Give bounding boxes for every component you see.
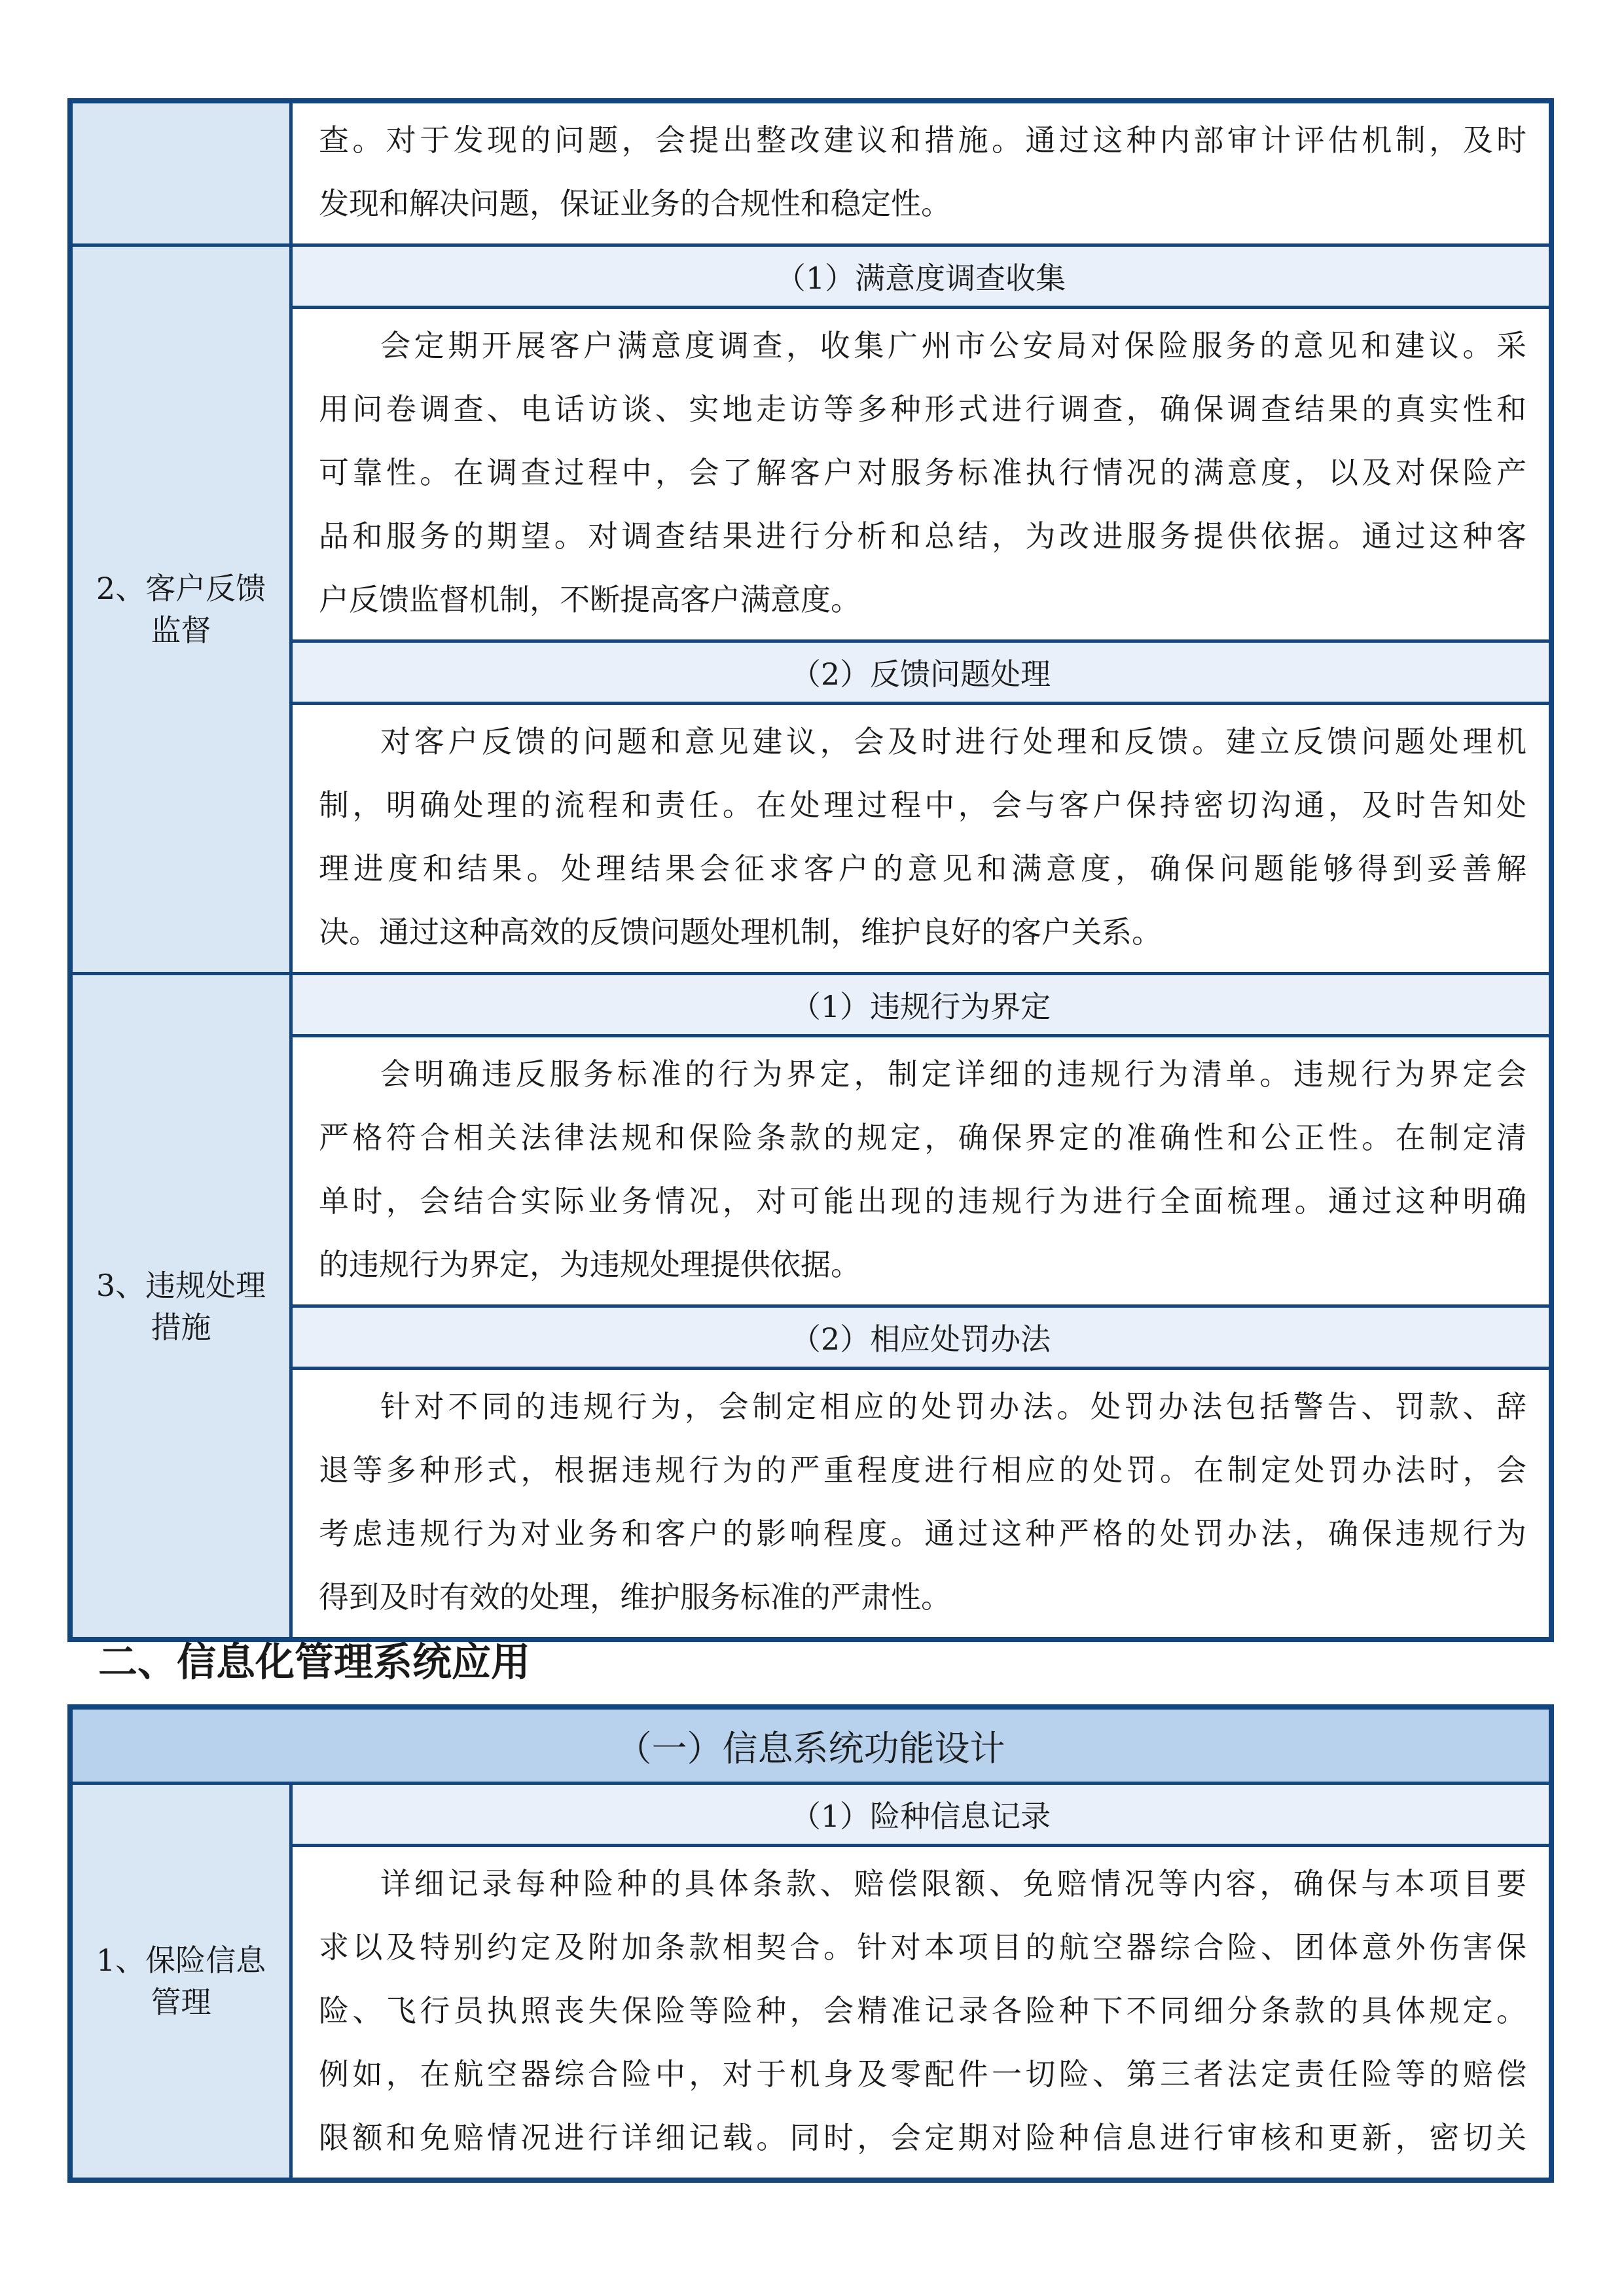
- row-label: [73, 247, 293, 972]
- section-heading: 二、信息化管理系统应用: [98, 1640, 530, 1685]
- text-line: 制，明确处理的流程和责任。在处理过程中，会与客户保持密切沟通，及时告知处: [319, 787, 1526, 823]
- row-label-text: 2、客户反馈监督: [96, 571, 266, 648]
- text-line: 退等多种形式，根据违规行为的严重程度进行相应的处罚。在制定处罚办法时，会: [319, 1452, 1526, 1488]
- text-line: 决。通过这种高效的反馈问题处理机制，维护良好的客户关系。: [319, 914, 1162, 950]
- subsection-title: （2）反馈问题处理: [293, 639, 1549, 702]
- paragraph: [293, 306, 1549, 639]
- row-content: [293, 975, 1549, 1637]
- subsection-title: （1）满意度调查收集: [293, 247, 1549, 306]
- paragraph: [293, 702, 1549, 972]
- text-line: 针对不同的违规行为，会制定相应的处罚办法。处罚办法包括警告、罚款、辞: [380, 1389, 1526, 1424]
- text-line: 求以及特别约定及附加条款相契合。针对本项目的航空器综合险、团体意外伤害保: [319, 1929, 1526, 1965]
- text-line: 单时，会结合实际业务情况，对可能出现的违规行为进行全面梳理。通过这种明确: [319, 1183, 1526, 1219]
- table-service-supervision: [67, 98, 1554, 1642]
- text-line: 考虑违规行为对业务和客户的影响程度。通过这种严格的处罚办法，确保违规行为: [319, 1516, 1526, 1551]
- table-row: [73, 1782, 1549, 2178]
- row-label: [73, 975, 293, 1637]
- row-content: [293, 1785, 1549, 2178]
- table-header: （一）信息系统功能设计: [73, 1710, 1549, 1782]
- table-row: [73, 972, 1549, 1637]
- subsection-title: （2）相应处罚办法: [293, 1304, 1549, 1367]
- text-line: 理进度和结果。处理结果会征求客户的意见和满意度，确保问题能够得到妥善解: [319, 851, 1526, 886]
- text-line: 对客户反馈的问题和意见建议，会及时进行处理和反馈。建立反馈问题处理机: [380, 724, 1526, 759]
- row-label: [73, 103, 293, 243]
- row-label: [73, 1785, 293, 2178]
- paragraph: [293, 1367, 1549, 1637]
- subsection-title: （1）违规行为界定: [293, 975, 1549, 1034]
- text-line: 用问卷调查、电话访谈、实地走访等多种形式进行调查，确保调查结果的真实性和: [319, 391, 1526, 427]
- text-line: 户反馈监督机制，不断提高客户满意度。: [319, 582, 861, 617]
- subsection-title: （1）险种信息记录: [293, 1785, 1549, 1844]
- text-line: 品和服务的期望。对调查结果进行分析和总结，为改进服务提供依据。通过这种客: [319, 518, 1526, 554]
- text-line: 险、飞行员执照丧失保险等险种，会精准记录各险种下不同细分条款的具体规定。: [319, 1993, 1526, 2028]
- text-line: 会定期开展客户满意度调查，收集广州市公安局对保险服务的意见和建议。采: [380, 328, 1526, 363]
- row-label-text: 3、违规处理措施: [96, 1267, 266, 1345]
- table-row: [73, 103, 1549, 243]
- row-content: [293, 103, 1549, 243]
- paragraph: [293, 1034, 1549, 1304]
- row-label-text: 1、保险信息管理: [96, 1943, 266, 2020]
- text-line: 的违规行为界定，为违规处理提供依据。: [319, 1247, 861, 1282]
- text-line: 查。对于发现的问题，会提出整改建议和措施。通过这种内部审计评估机制，及时: [319, 122, 1526, 158]
- text-line: 例如，在航空器综合险中，对于机身及零配件一切险、第三者法定责任险等的赔偿: [319, 2056, 1526, 2092]
- text-line: 详细记录每种险种的具体条款、赔偿限额、免赔情况等内容，确保与本项目要: [380, 1866, 1526, 1901]
- paragraph: [293, 1844, 1549, 2178]
- text-line: 会明确违反服务标准的行为界定，制定详细的违规行为清单。违规行为界定会: [380, 1056, 1526, 1092]
- text-line: 发现和解决问题，保证业务的合规性和稳定性。: [319, 186, 951, 221]
- text-line: 可靠性。在调查过程中，会了解客户对服务标准执行情况的满意度，以及对保险产: [319, 455, 1526, 490]
- table-info-system: [67, 1704, 1554, 2183]
- table-row: [73, 243, 1549, 972]
- text-line: 限额和免赔情况进行详细记载。同时，会定期对险种信息进行审核和更新，密切关: [319, 2120, 1526, 2155]
- paragraph: [293, 103, 1549, 243]
- text-line: 严格符合相关法律法规和保险条款的规定，确保界定的准确性和公正性。在制定清: [319, 1120, 1526, 1155]
- text-line: 得到及时有效的处理，维护服务标准的严肃性。: [319, 1579, 951, 1615]
- row-content: [293, 247, 1549, 972]
